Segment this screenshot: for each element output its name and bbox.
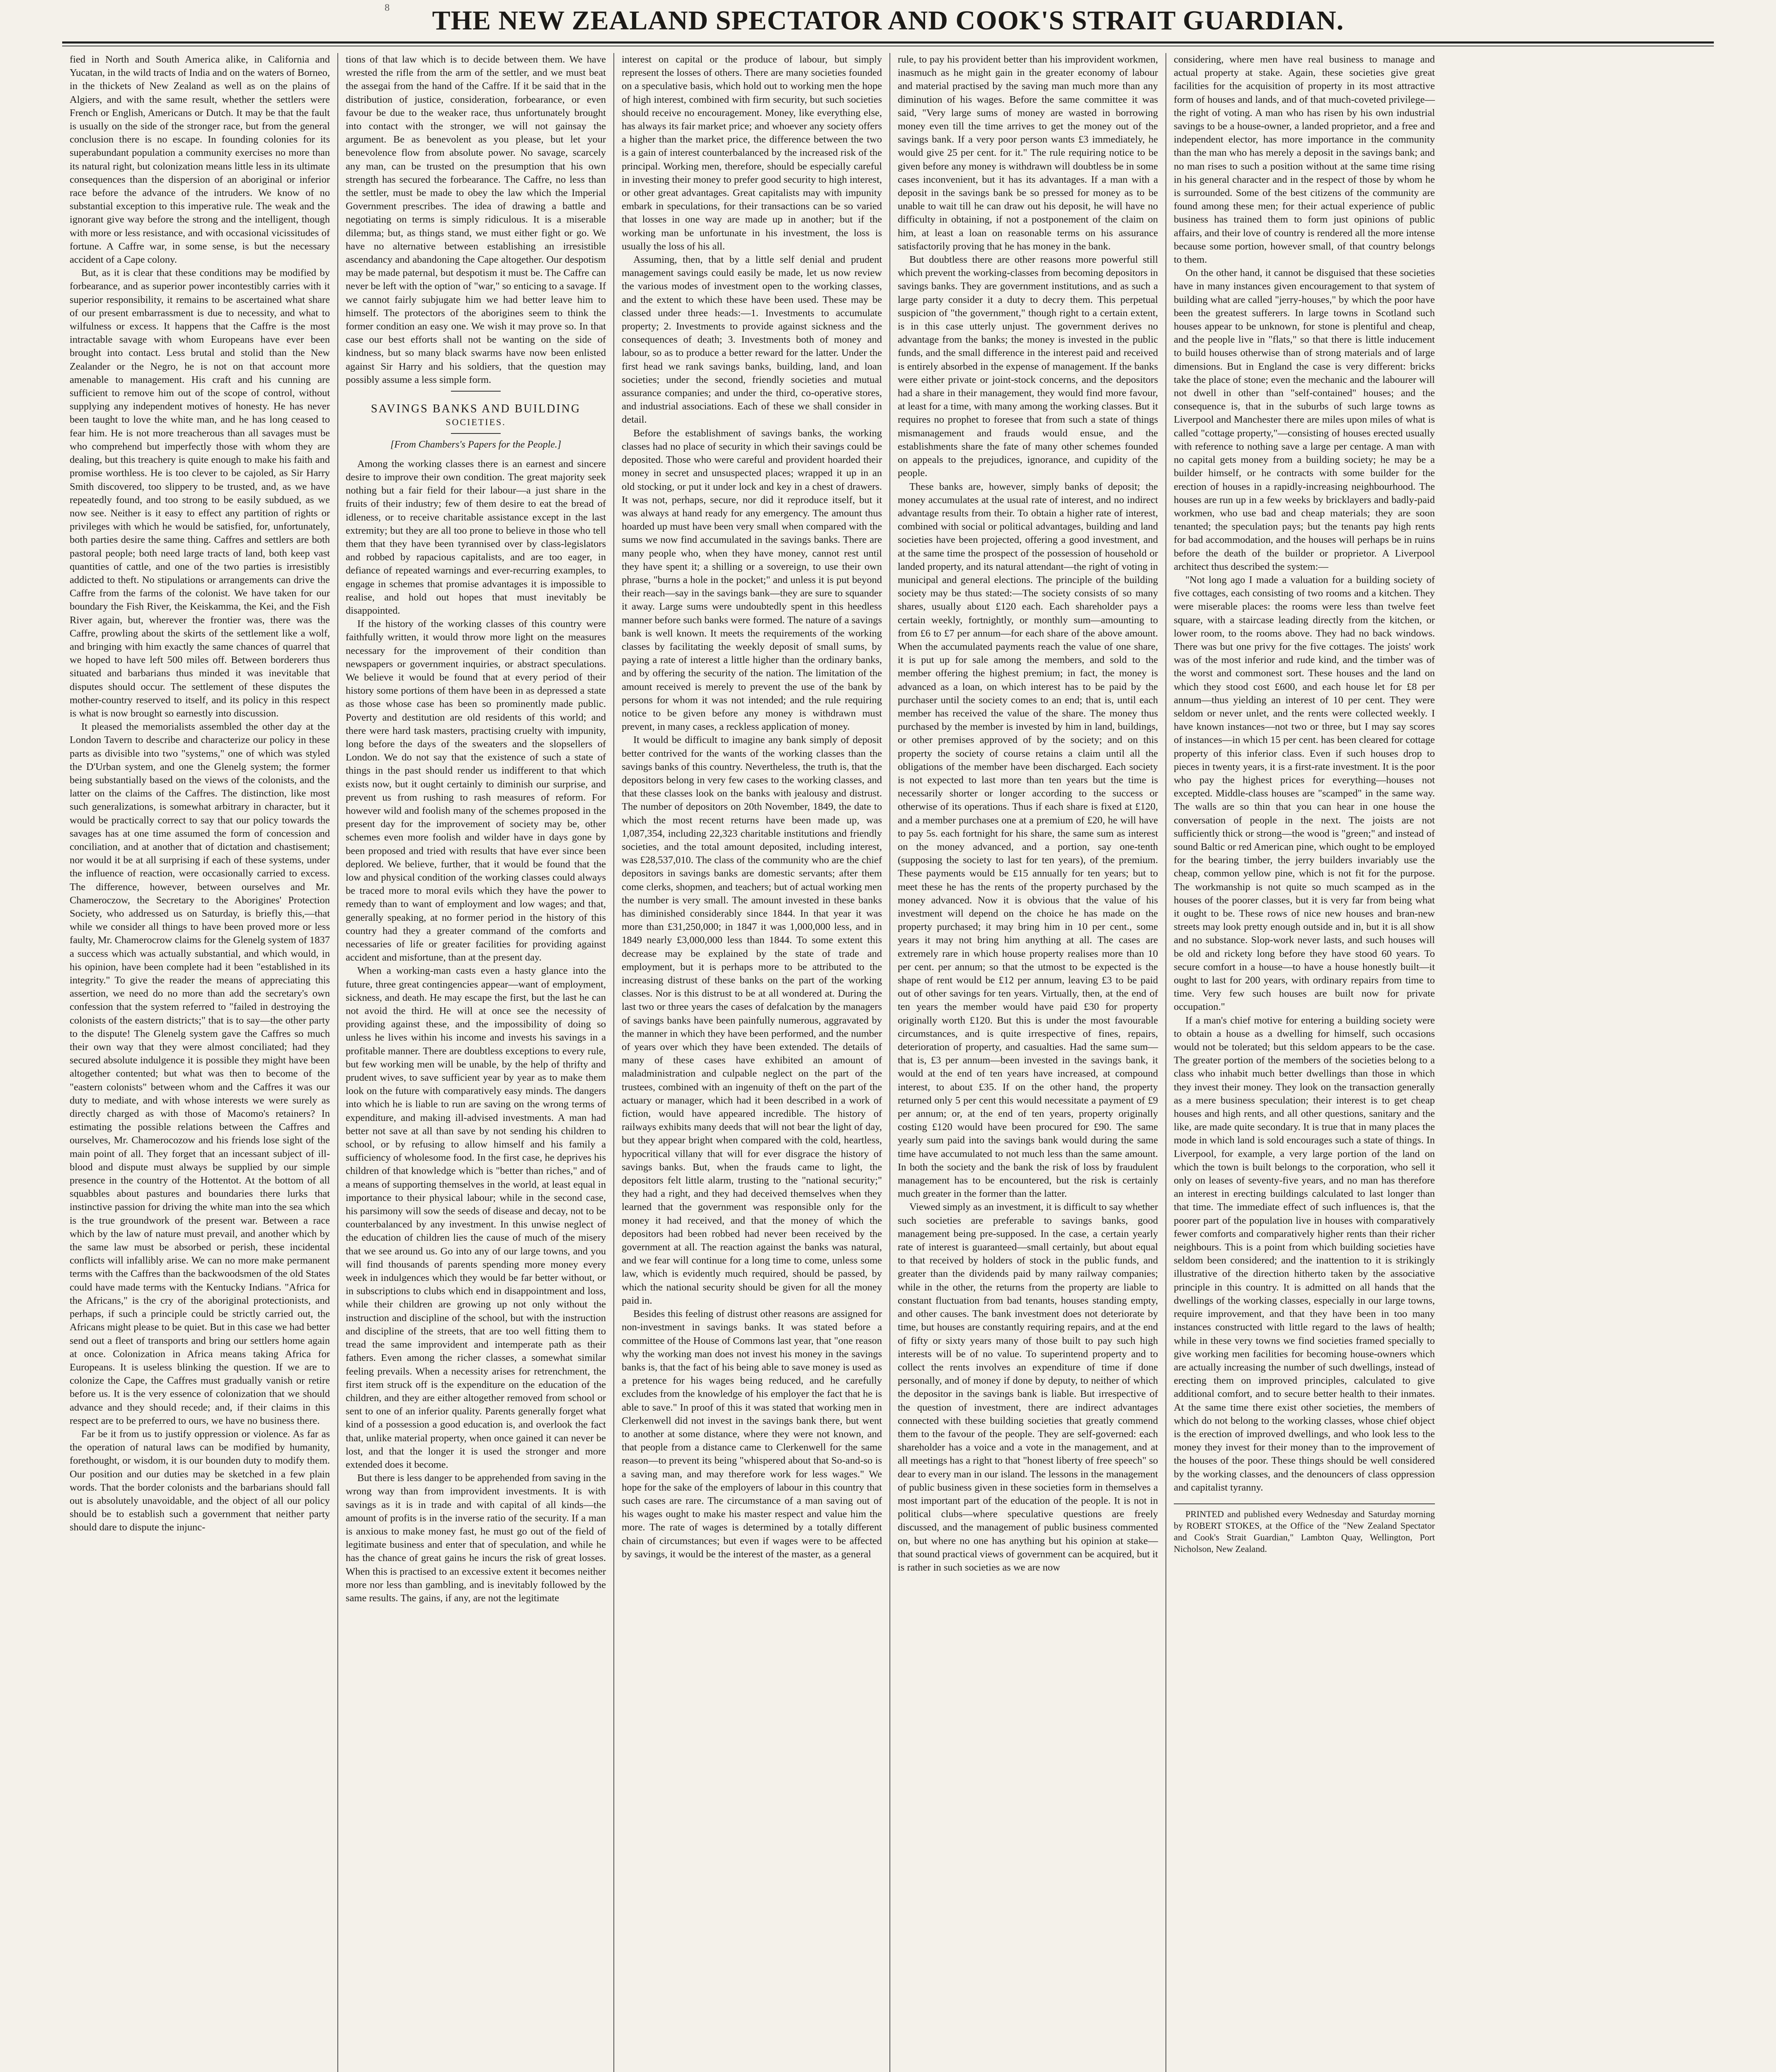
paragraph: Before the establishment of savings banks, the working classes had no place of security in which their savings could be deposited. Those who were careful and provident hoarded their money in secret and unsuspected places; wrapped it up in an old stocking, or put it under lock and key in a chest of drawers. It was not, perhaps, secure, nor did it reproduce itself, but it was always at hand ready for any emergency. The amount thus hoarded up must have been very small when compared with the sums we now find accumulated in the savings banks. There are many people who, when they have money, cannot rest until they have spent it; a shilling or a sovereign, to use their own phrase, "burns a hole in the pocket;" and unless it is put beyond their reach—say in the savings bank—they are sure to squander it away. Large sums were undoubtedly spent in this heedless manner before such banks were formed. The nature of a savings bank is well known. It meets the requirements of the working classes by facilitating the weekly deposit of small sums, by paying a rate of interest a little higher than the ordinary banks, and by offering the security of the nation. The limitation of the amount received is merely to prevent the use of the bank by persons for whom it was not intended; and the rule requiring notice to be given before any money is withdrawn must prevent, in many cases, a reckless application of money. xyxy=(622,427,882,733)
masthead-rule-thick xyxy=(62,41,1714,44)
text-columns xyxy=(62,53,1720,2072)
paragraph: Far be it from us to justify oppression or violence. As far as the operation of natural laws can be modified by humanity, forethought, or wisdom, it is our bounden duty to modify them. Our position and our duties may be sketched in a few plain words. That the border colonists and the barbarians should fall out is absolutely unavoidable, and the object of all our policy should be to establish such a government that neither party should dare to dispute the injunc- xyxy=(70,1428,330,1533)
paragraph: If a man's chief motive for entering a building society were to obtain a house as a dwelling for himself, such occasions would not be tolerated; but this seldom appears to be the case. The greater portion of the members of the societies belong to a class who inhabit much better dwellings than those in which they invest their money. They look on the transaction generally as a mere business speculation; their interest is to get cheap houses and high rents, and all other questions, sanitary and the like, are made quite secondary. It is true that in many places the mode in which land is sold encourages such a state of things. In Liverpool, for example, a very large portion of the land on which the town is built belongs to the corporation, who sell it only on leases of seventy-five years, and no man has therefore an interest in erecting buildings calculated to last longer than that time. The immediate effect of such influences is, that the poorer part of the population live in houses with comparatively fewer comforts and comparatively higher rents than their richer neighbours. This is a point from which building societies have seldom been considered; and the inattention to it is strikingly illustrative of the direction hitherto taken by the associative principle in this country. It is admitted on all hands that the dwellings of the working classes, especially in our large towns, require improvement, and that they have been in too many instances constructed with little regard to the laws of health; while in these very towns we find societies framed specially to give working men facilities for becoming house-owners which are actually increasing the number of such dwellings, instead of erecting them on improved principles, calculated to give additional comfort, and to secure better health to their inmates. At the same time there exist other societies, the members of which do not belong to the working classes, whose chief object is the erection of improved dwellings, and who look less to the money they invest for their money than to the improvement of the houses of the poor. These things should be well considered by the working classes, and the denouncers of class oppression and capitalist tyranny. xyxy=(1174,1014,1435,1493)
paragraph: On the other hand, it cannot be disguised that these societies have in many instances given encouragement to that system of building what are called "jerry-houses," by which the poor have been the greatest sufferers. In large towns in Scotland such houses appear to be unknown, for stone is plentiful and cheap, and the people live in "flats," so that there is little inducement to build houses otherwise than of strong materials and of large dimensions. But in England the case is very different: bricks take the place of stone; even the mechanic and the labourer will not dwell in other than "self-contained" houses; and the consequence is, that in the suburbs of such large towns as Liverpool and Manchester there are miles upon miles of what is called "cottage property,"—consisting of houses erected usually with reference to nothing save a large per centage. A man with no capital gets money from a building society; he may be a builder himself, or he contracts with some builder for the erection of houses in a rapidly-increasing neighbourhood. The houses are run up in a few weeks by bricklayers and badly-paid workmen, who use bad and cheap materials; they are soon tenanted; the speculation pays; but the tenants pay high rents for bad accommodation, and the houses will perhaps be in ruins before the death of the builder or proprietor. A Liverpool architect thus described the system:— xyxy=(1174,267,1435,572)
printer-imprint: PRINTED and published every Wednesday and Saturday morning by ROBERT STOKES, at the Office of the "New Zealand Spectator and Cook's Strait Guardian," Lambton Quay, Wellington, Port Nicholson, New Zealand. xyxy=(1174,1508,1435,1554)
paragraph: considering, where men have real business to manage and actual property at stake. Again, these societies give great facilities for the acquisition of property in its most attractive form of houses and lands, and of that much-coveted privilege—the right of voting. A man who has risen by his own industrial savings to be a house-owner, a landed proprietor, and a free and independent elector, has more importance in the community than the man who has merely a deposit in the savings bank; and no man rises to such a position without at the same time rising in his general character and in the respect of those by whom he is surrounded. Some of the best citizens of the community are found among these men; for their actual experience of public business has trained them to form just opinions of public affairs, and their love of country is rendered all the more intense because some portion, however small, of that country belongs to them. xyxy=(1174,54,1435,266)
paragraph: Viewed simply as an investment, it is difficult to say whether such societies are preferable to savings banks, good management being pre-supposed. In the case, a certain yearly rate of interest is guaranteed—small certainly, but about equal to that received by holders of stock in the public funds, and greater than the dividends paid by many railway companies; while in the other, the returns from the property are liable to constant fluctuation from bad tenants, houses standing empty, and other causes. The bank investment does not deteriorate by time, but houses are constantly requiring repairs, and at the end of fifty or sixty years many of those built to pay such high interests will be of no value. To superintend property and to collect the rents involves an expenditure of time if done personally, and of money if done by deputy, to neither of which the depositor in the savings bank is liable. But irrespective of the question of investment, there are indirect advantages connected with these building societies that greatly commend them to the favour of the people. They are self-governed: each shareholder has a voice and a vote in the management, and at all meetings has a right to that "honest liberty of free speech" so dear to every man in our island. The lessons in the management of public business given in these societies form in themselves a most important part of the education of the people. It is not in political clubs—where speculative questions are freely discussed, and the management of public business commented on, but where no one has anything but his opinion at stake—that sound practical views of government can be acquired, but it is rather in such societies as we are now xyxy=(898,1201,1158,1573)
page-number: 8 xyxy=(385,2,390,13)
paragraph: Assuming, then, that by a little self denial and prudent management savings could easily be made, let us now review the various modes of investment open to the working classes, and the extent to which these have been used. These may be classed under three heads:—1. Investments to accumulate property; 2. Investments to provide against sickness and the consequences of death; 3. Investments both of money and labour, so as to produce a better reward for the latter. Under the first head we rank savings banks, building, land, and loan societies; under the second, friendly societies and mutual assurance companies; and under the third, co-operative stores, and industrial associations. Each of these we shall consider in detail. xyxy=(622,254,882,426)
column-3 xyxy=(614,53,890,2072)
paragraph: It would be difficult to imagine any bank simply of deposit better contrived for the wants of the working classes than the savings banks of this country. Nevertheless, the truth is, that the depositors belong in very few cases to the working classes, and that these classes look on the banks with jealousy and distrust. The number of depositors on 20th November, 1849, the date to which the most recent returns have been made up, was 1,087,354, including 22,323 charitable institutions and friendly societies, and the total amount deposited, including interest, was £28,537,010. The class of the community who are the chief depositors in savings banks are domestic servants; after them come clerks, shopmen, and teachers; but of actual working men the number is very small. The amount invested in these banks has diminished considerably since 1844. In that year it was more than £31,250,000; in 1847 it was 1,000,000 less, and in 1849 nearly £3,000,000 less than 1844. To some extent this decrease may be explained by the state of trade and employment, but it is perhaps more to be attributed to the increasing distrust of these banks on the part of the working classes. Nor is this distrust to be at all wondered at. During the last two or three years the cases of defalcation by the managers of savings banks have been painfully numerous, aggravated by the manner in which they have been performed, and the number of years over which they have been extended. The details of many of these cases have exhibited an amount of maladministration and culpable neglect on the part of the trustees, combined with an ingenuity of theft on the part of the actuary or manager, which had it been described in a work of fiction, would have appeared incredible. The history of railways exhibits many deeds that will not bear the light of day, but they appear bright when compared with the cold, heartless, hypocritical villany that will for ever disgrace the history of savings banks. But, when the frauds came to light, the depositors felt little alarm, trusting to the "national security;" they had a right, and they had deceived themselves when they learned that the government was responsible only for the money it had received, and that the money of which the depositors had been robbed had never been received by the government at all. The reaction against the banks was natural, and we fear will continue for a long time to come, unless some law, which is evidently much required, should be passed, by which the national security should be given for all the money paid in. xyxy=(622,734,882,1306)
paragraph: These banks are, however, simply banks of deposit; the money accumulates at the usual rate of interest, and no indirect advantage results from their. To obtain a higher rate of interest, combined with social or political advantages, building and land societies have been projected, offering a good investment, and at the same time the prospect of the possession of household or landed property, and its natural attendant—the right of voting in municipal and general elections. The principle of the building society may be thus stated:—The society consists of so many shares, usually about £120 each. Each shareholder pays a certain weekly, fortnightly, or monthly sum—amounting to from £6 to £7 per annum—for each share of the above amount. When the accumulated payments reach the value of one share, it is put up for sale among the members, and sold to the member offering the highest premium; in fact, the money is advanced as a loan, on which interest has to be paid by the purchaser until the society comes to an end; that is, until each member has received the value of the share. The money thus purchased by the member is invested by him in land, buildings, or other premises approved of by the society; and on this property the society of course retains a claim until all the obligations of the member have been discharged. Each society is not expected to last more than ten years but the time is necessarily shorter or longer according to the success or otherwise of its operations. Thus if each share is fixed at £120, and a member purchases one at a premium of £20, he will have to pay 5s. each fortnight for his share, the same sum as interest on the money advanced, and a portion, say one-tenth (supposing the society to last for ten years), of the premium. These payments would be £15 annually for ten years; but to meet these he has the rents of the property purchased by the money advanced. Now it is obvious that the value of his investment will depend on the choice he has made on the property purchased; it may bring him in 10 per cent., some years it may not bring him anything at all. The cases are extremely rare in which house property realises more than 10 per cent. per annum; so that the utmost to be expected is the shape of rent would be £12 per annum, leaving £3 to be paid out of other savings for ten years. Virtually, then, at the end of ten years the member would have paid £30 for property originally worth £120. But this is under the most favourable circumstances, and is quite irrespective of fines, repairs, deterioration of property, and casualties. Had the same sum—that is, £3 per annum—been invested in the savings bank, it would at the end of ten years have increased, at compound interest, to about £35. If on the other hand, the property returned only 5 per cent this would necessitate a payment of £9 per annum; or, at the end of ten years, property originally costing £120 would have been procured for £90. The same yearly sum paid into the savings bank would during the same time have accumulated to not much less than the same amount. In both the society and the bank the risk of loss by fraudulent management has to be encountered, but the risk is certainly much greater in the former than the latter. xyxy=(898,481,1158,1200)
column-1 xyxy=(62,53,338,2072)
quoted-paragraph: "Not long ago I made a valuation for a building society of five cottages, each consisting of two rooms and a kitchen. They were miserable places: the rooms were less than twelve feet square, with a staircase leading directly from the kitchen, or lower room, to the rooms above. They had no back windows. There was but one privy for the five cottages. The joists' work was of the most inferior and rude kind, and the timber was of the worst and commonest sort. These houses and the land on which they stood cost £600, and each house let for £8 per annum—thus yielding an interest of 10 per cent. They were seldom or never unlet, and the rents were collected weekly. I have known instances—not two or three, but I may say scores of instances—in which 15 per cent. has been cleared for cottage property of this inferior class. Even if such houses drop to pieces in twenty years, it is a first-rate investment. It is the poor who pay the highest prices for everything—houses not excepted. Middle-class houses are "scamped" in the same way. The walls are so thin that you can hear in one house the conversation of people in the next. The joists are not sufficiently thick or strong—the wood is "green;" and instead of sound Baltic or red American pine, which ought to be employed for the bearing timber, the jerry builders invariably use the cheap, common yellow pine, which is not fit for the purpose. The workmanship is not quite so much scamped as in the houses of the poorer classes, but it is very far from being what it ought to be. These rows of nice new houses and bran-new streets may look pretty enough outside and in, but it is all show and no substance. Slop-work never lasts, and such houses will be old and rickety long before they have stood 60 years. To secure comfort in a house—to have a house honestly built—it ought to last for 200 years, with ordinary repairs from time to time. Very few such houses are built now for private occupation." xyxy=(1174,574,1435,1013)
paragraph: tions of that law which is to decide between them. We have wrested the rifle from the arm of the settler, and we must beat the assegai from the hand of the Caffre. If it be said that in the distribution of justice, consideration, forbearance, or even favour be due to the weaker race, thus unfortunately brought into contact with the stronger, we will not gainsay the argument. Be as benevolent as you please, but let your benevolence flow from absolute power. No savage, scarcely any man, can be trusted on the presumption that his own strength has secured the forbearance. The Caffre, no less than the settler, must be made to obey the law which the Imperial Government prescribes. The idea of drawing a battle and negotiating on terms is simply ridiculous. It is a miserable dilemma; but, as things stand, we must either fight or go. We have no alternative between establishing an irresistible ascendancy and abandoning the Cape altogether. Our despotism may be made paternal, but despotism it must be. The Caffre can never be left with the option of "war," so enticing to a savage. If we cannot fairly subjugate him we had better leave him to himself. The protectors of the aborigines seem to think the former condition an easy one. We wish it may prove so. In that case our best efforts shall not be wanting on the side of kindness, but so many black swarms have now been enlisted against Sir Harry and his soldiers, that the question may possibly assume a less simple form. xyxy=(346,54,606,385)
paragraph: It pleased the memorialists assembled the other day at the London Tavern to describe and characterize our policy in these parts as divisible into two "systems," one of which was styled the D'Urban system, and one the Glenelg system; the former being substantially based on the views of the colonists, and the latter on the claims of the Caffres. The distinction, like most such generalizations, is somewhat arbitrary in character, but it would be practically correct to say that our policy towards the savages has at one time assumed the form of concession and conciliation, and at another that of dictation and chastisement; nor would it be at all surprising if each of these systems, under the influence of reaction, were occasionally carried to excess. The difference, however, between ourselves and Mr. Chameroczow, the Secretary to the Aborigines' Protection Society, who addressed us on Saturday, is briefly this,—that while we consider all things to have been proved more or less faulty, Mr. Chamerocrow claims for the Glenelg system of 1837 a success which was actually substantial, and which would, in his opinion, have been complete had it been "established in its integrity." To give the reader the means of appreciating this assertion, we need do no more than add the secretary's own confession that the system referred to "failed in destroying the colonists of the eastern districts;" that is to say—the other party to the dispute! The Glenelg system gave the Caffres so much their own way that they were almost conciliated; had they secured absolute indulgence it is possible they might have been altogether contented; but what was then to become of the "eastern colonists" between whom and the Caffres it was our duty to mediate, and with whose interests we were surely as directly charged as with those of Macomo's retainers? In estimating the possible relations between the Caffres and ourselves, Mr. Chamerocozow and his friends lose sight of the main point of all. They forget that an incessant subject of ill-blood and dispute must always be supplied by our simple presence in the country of the Hottentot. At the bottom of all squabbles about pastures and boundaries there lurks that instinctive passion for driving the white man into the sea which is the true groundwork of the present war. Between a race which by the law of nature must prevail, and another which by the same law must be absorbed or perish, these incidental conflicts will infallibly arise. We can no more make permanent terms with the Caffres than the backwoodsmen of the old States could have made terms with the Kentucky Indians. "Africa for the Africans," is the cry of the aboriginal protectionists, and perhaps, if such a principle could be strictly carried out, the Africans might please to be quiet. But in this case we had better send out a fleet of transports and bring our settlers home again at once. Colonization in Africa means taking Africa for Europeans. It is useless blinking the question. If we are to colonize the Cape, the Caffres must gradually vanish or retire before us. It is the very essence of colonization that we should advance and they should recede; and, if their claims in this respect are to be preferred to ours, we have no business there. xyxy=(70,721,330,1426)
article-divider xyxy=(451,433,501,434)
paragraph: But, as it is clear that these conditions may be modified by forbearance, and as superior power incontestibly carries with it superior responsibility, it remains to be ascertained what share of our present embarrassment is due to necessity, and what to wilfulness or excess. It happens that the Caffre is the most intractable savage with whom Europeans have ever been brought into contact. Less brutal and stolid than the New Zealander or the Negro, he is not on that account more amenable to management. His craft and his cunning are sufficient to remove him out of the scope of control, without supplying any independent motives of honesty. He has never been taught to love the white man, and he has long ceased to fear him. He is not more treacherous than all savages must be who comprehend but imperfectly those with whom they are dealing, but this treachery is quite enough to make his faith and promise worthless. He is too clever to be cajoled, as Sir Harry Smith discovered, too slippery to be trusted, and, as we have repeatedly found, and too strong to be easily subdued, as we now see. Neither is it easy to effect any partition of rights or privileges with which he would be satisfied, for, unfortunately, both parties desire the same thing. Caffres and settlers are both pastoral people; both need large tracts of land, both keep vast quantities of cattle, and one of the two parties is irresistibly addicted to theft. No stipulations or arrangements can drive the Caffre from the farms of the colonist. We have taken for our boundary the Fish River, the Keiskamma, the Kei, and the Fish River again, but, wherever the frontier was, there was the Caffre, prowling about the skirts of the settlement like a wolf, and bringing with him exactly the same chances of quarrel that we hoped to have left 500 miles off. Between borderers thus situated and barbarians thus minded it was inevitable that disputes should occur. The settlement of these disputes the mother-country reserved to itself, and its policy in this respect is what is now brought so earnestly into discussion. xyxy=(70,267,330,719)
paragraph: If the history of the working classes of this country were faithfully written, it would throw more light on the measures necessary for the improvement of their condition than newspapers or government inquiries, or abstract speculations. We believe it would be found that at every period of their history some portions of them have been in as depressed a state as those whose case has been so prominently made public. Poverty and destitution are old residents of this world; and there were hard task masters, practising cruelty with impunity, long before the days of the sweaters and the slopsellers of London. We do not say that the existence of such a state of things in the past should render us indifferent to that which exists now, but it ought certainly to diminish our surprise, and prevent us from rushing to rash measures of reform. For however wild and foolish many of the schemes proposed in the present day for the improvement of society may be, other schemes even more foolish and wilder have in days gone by been proposed and tried with results that have ever since been deplored. We believe, further, that it would be found that the low and physical condition of the working classes could always be traced more to moral evils which they have the power to remedy than to want of employment and low wages; and that, generally speaking, at no former period in the history of this country had they a greater command of the comforts and necessaries of life or greater facilities for providing against accident and misfortune, than at the present day. xyxy=(346,618,606,963)
column-5 xyxy=(1166,53,1442,2072)
article-title: SAVINGS BANKS AND BUILDING xyxy=(371,402,581,416)
paragraph: fied in North and South America alike, in California and Yucatan, in the wild tracts of India and on the waters of Borneo, in the thickets of New Zealand as well as on the plains of Algiers, and with the same result, whether the settlers were French or English, Americans or Dutch. It may be that the fault is usually on the side of the stronger race, but from the general conclusion there is no escape. In founding colonies for its superabundant population a community exercises no more than its natural right, but colonization means little less in its ultimate consequences than the dispersion of an aboriginal or inferior race before the advance of the intruders. We know of no substantial exception to this imperative rule. The weak and the ignorant give way before the strong and the intelligent, though with more or less resistance, and with occasional vicissitudes of fortune. A Caffre war, in some sense, is but the necessary accident of a Cape colony. xyxy=(70,54,330,266)
column-2 xyxy=(338,53,614,2072)
paragraph: When a working-man casts even a hasty glance into the future, three great contingencies appear—want of employment, sickness, and death. He may escape the first, but the last he can not avoid the third. He will at once see the necessity of providing against these, and the impossibility of doing so unless he lives within his income and invests his savings in a profitable manner. There are doubtless exceptions to every rule, but few working men will be unable, by the help of thrifty and prudent wives, to save sufficient year by year as to make them look on the future with comparatively easy minds. The dangers into which he is liable to run are saving on the wrong terms of expenditure, and making ill-advised investments. A man had better not save at all than save by not sending his children to school, or by refusing to allow himself and his family a sufficiency of wholesome food. In the first case, he deprives his children of that knowledge which is "better than riches," and of a means of supporting themselves in the world, at least equal in importance to their physical labour; while in the second case, his parsimony will sow the seeds of disease and decay, not to be counterbalanced by any investment. In this unwise neglect of the education of children lies the cause of much of the misery that we see around us. Go into any of our large towns, and you will find thousands of parents spending more money every week in indulgences which they would be far better without, or in subscriptions to clubs which end in disappointment and loss, while their children are growing up not only without the instruction and discipline of the school, but with the instruction and discipline of the streets, that are too well fitting them to tread the same improvident and intemperate path as their fathers. Even among the richer classes, a somewhat similar feeling prevails. When a necessity arises for retrenchment, the first item struck off is the expenditure on the education of the children, and they are either altogether removed from school or sent to one of an inferior quality. Parents generally forget what kind of a possession a good education is, and overlook the fact that, unlike material property, when once gained it can never be lost, and that the longer it is used the stronger and more extended does it become. xyxy=(346,965,606,1470)
column-4 xyxy=(890,53,1166,2072)
paragraph: interest on capital or the produce of labour, but simply represent the losses of others. There are many societies founded on a speculative basis, which hold out to working men the hope of high interest, combined with firm security, but such societies should receive no encouragement. Money, like everything else, has always its fair market price; and whoever any society offers a higher than the market price, the difference between the two is a gain of interest counterbalanced by the increased risk of the principal. Working men, therefore, should be especially careful in investing their money to prefer good security to high interest, or other great advantages. Great capitalists may with impunity embark in speculations, for their transactions can be so varied that losses in one way are made up in another; but if the working man be unfortunate in his investment, the loss is usually the loss of his all. xyxy=(622,54,882,252)
paragraph: rule, to pay his provident better than his improvident workmen, inasmuch as he might gain in the greater economy of labour and material practised by the saving man much more than any diminution of his wages. Before the same committee it was said, "Very large sums of money are wasted in borrowing money even till the time arrives to get the money out of the savings bank. If a very poor person wants £3 immediately, he would give 25 per cent. for it." The rule requiring notice to be given before any money is withdrawn will doubtless be in some cases inconvenient, but it has its advantages. If a man with a deposit in the savings bank be so pressed for money as to be unable to wait till he can draw out his deposit, he will have no difficulty in obtaining, if not a postponement of the claim on him, at least a loan on reasonable terms on his assurance satisfactorily proving that he has money in the bank. xyxy=(898,54,1158,252)
newspaper-title: THE NEW ZEALAND SPECTATOR AND COOK'S STRAIT GUARDIAN. xyxy=(432,5,1344,36)
article-heading xyxy=(346,402,606,429)
article-title-line2: SOCIETIES. xyxy=(446,417,506,428)
article-divider xyxy=(451,391,501,392)
paragraph: But there is less danger to be apprehended from saving in the wrong way than from improvident investments. It is with savings as it is in trade and with capital of all kinds—the amount of profits is in the inverse ratio of the security. If a man is anxious to make money fast, he must go out of the field of legitimate business and enter that of speculation, and while he has the chance of great gains he incurs the risk of great losses. When this is practised to an excessive extent it becomes neither more nor less than gambling, and is inevitably followed by the same results. The gains, if any, are not the legitimate xyxy=(346,1472,606,1604)
paragraph: Among the working classes there is an earnest and sincere desire to improve their own condition. The great majority seek nothing but a fair field for their labour—a just share in the fruits of their industry; few of them desire to eat the bread of idleness, or to receive charitable assistance except in the last extremity; but they are all too prone to believe in those who tell them that they have been tyrannised over by class-legislators and robbed by rapacious capitalists, and are too eager, in defiance of repeated warnings and ever-recurring examples, to engage in schemes that promise advantages it is impossible to realise, and hold out hopes that must inevitably be disappointed. xyxy=(346,458,606,616)
article-source: [From Chambers's Papers for the People.] xyxy=(390,439,562,450)
masthead xyxy=(62,4,1714,37)
paragraph: But doubtless there are other reasons more powerful still which prevent the working-classes from becoming depositors in savings banks. They are government institutions, and as such a large party consider it a duty to decry them. This perpetual suspicion of "the government," though right to a certain extent, is in this case utterly unjust. The government derives no advantage from the banks; the money is invested in the public funds, and the small difference in the interest paid and received is entirely absorbed in the expense of management. If the banks were either private or joint-stock concerns, and the depositors had a share in their management, they would find more favour, at least for a time, with many among the working classes. But it requires no prophet to foresee that from such a state of things mismanagement and frauds would ensue, and the establishments share the fate of many other schemes founded on appeals to the prejudices, ignorance, and cupidity of the people. xyxy=(898,254,1158,479)
imprint-box xyxy=(1174,1503,1435,1555)
paragraph: Besides this feeling of distrust other reasons are assigned for non-investment in savings banks. It was stated before a committee of the House of Commons last year, that "one reason why the working man does not invest his money in the savings banks is, that the fact of his being able to save money is used as a pretence for his wages being reduced, and he carefully excludes from the knowledge of his employer the fact that he is able to save." In proof of this it was stated that working men in Clerkenwell did not invest in the savings bank there, but went to another at some distance, where they were not known, and that people from a distance came to Clerkenwell for the same reason—to prevent its being "whispered about that So-and-so is a saving man, and may therefore work for less wages." We hope for the sake of the employers of labour in this country that such cases are rare. The circumstance of a man saving out of his wages ought to make his master respect and value him the more. The rate of wages is determined by a totally different chain of circumstances; but even if wages were to be affected by savings, it would be the interest of the master, as a general xyxy=(622,1308,882,1560)
